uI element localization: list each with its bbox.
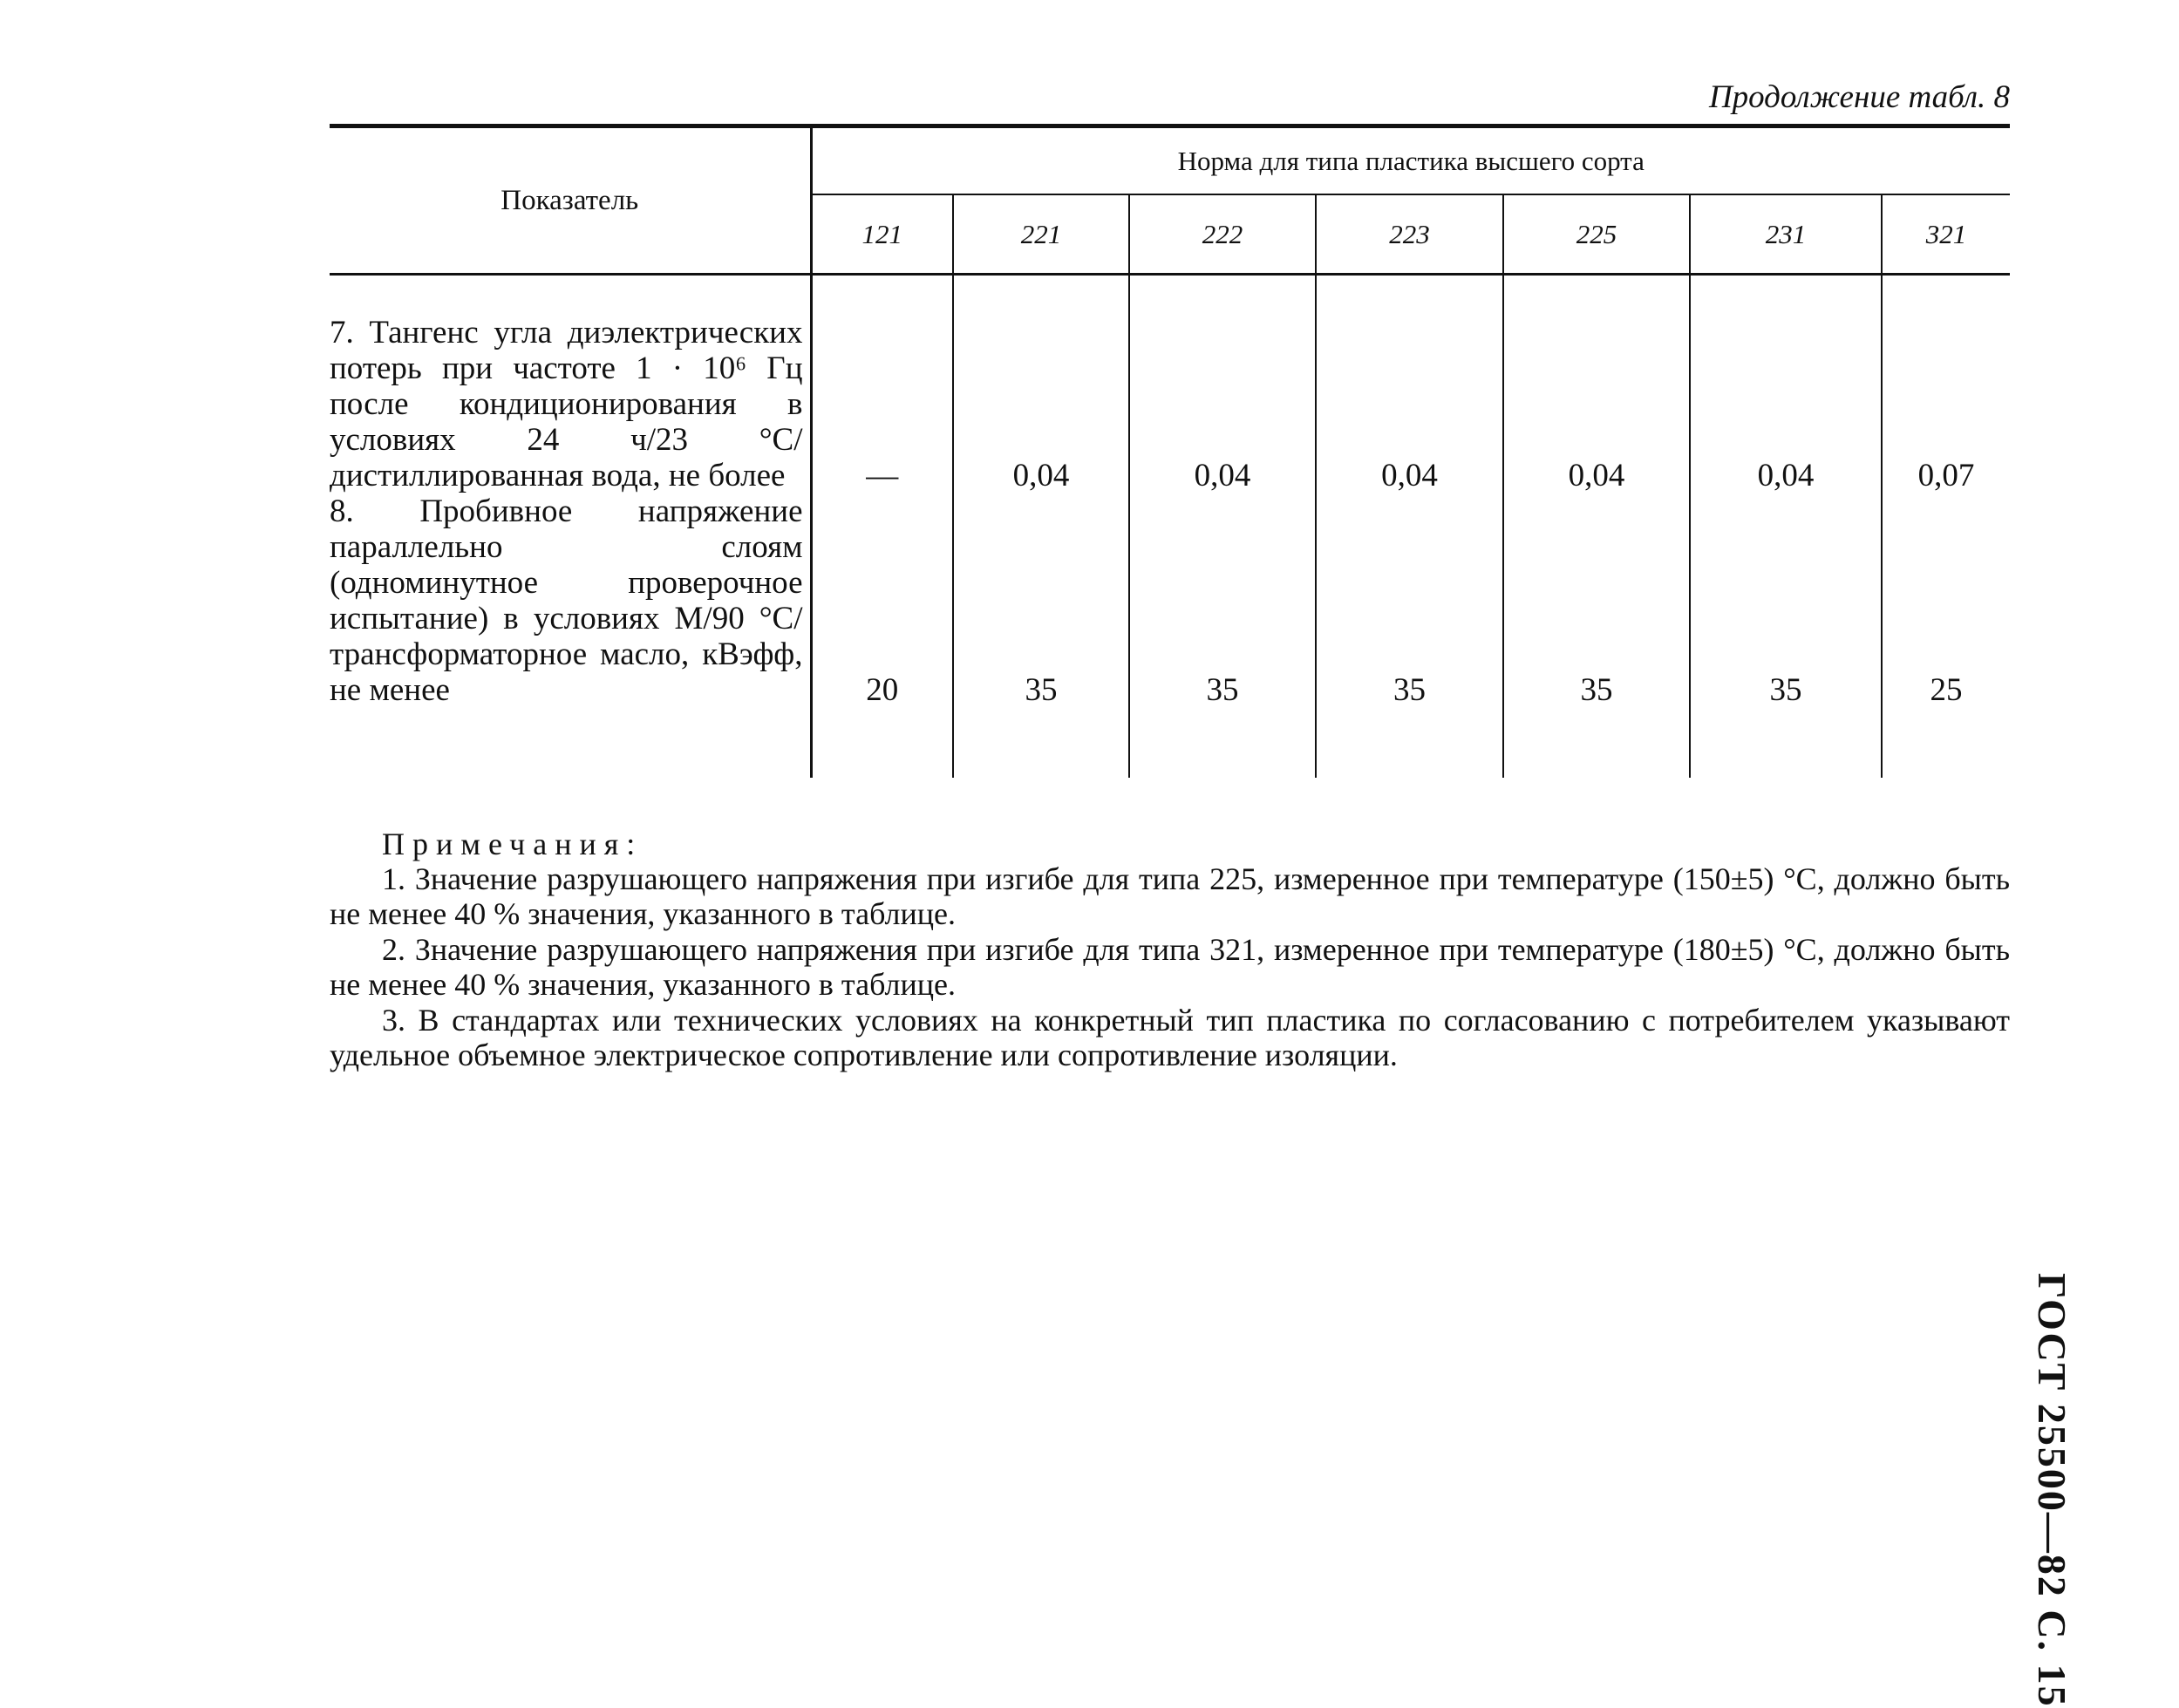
spacer-cell: [811, 708, 953, 778]
note-item-3: 3. В стандартах или технических условиях на конкретный тип пластика по согласованию с потребителем указывают удельное объемное электрическое сопротивление или сопротивление изоляции.: [330, 1003, 2010, 1072]
row-label-8: 8. Пробивное напряжение параллельно слоям (одноминутное проверочное испытание) в условиях М/90 °С/трансформаторное масло, кВэфф, не менее: [330, 493, 811, 708]
type-header-321: 321: [1882, 194, 2010, 274]
row7-value-222: 0,04: [1129, 275, 1316, 494]
type-header-225: 225: [1503, 194, 1690, 274]
row8-value-221: 35: [953, 493, 1129, 708]
type-header-221: 221: [953, 194, 1129, 274]
notes-heading: Примечания:: [382, 827, 643, 861]
note-item-2: 2. Значение разрушающего напряжения при изгибе для типа 321, измеренное при температуре (180±5) °С, должно быть не менее 40 % значения, указанного в таблице.: [330, 932, 2010, 1002]
notes-section: [330, 827, 2010, 1072]
spacer-cell: [1503, 708, 1690, 778]
row8-value-222: 35: [1129, 493, 1316, 708]
type-header-231: 231: [1690, 194, 1882, 274]
param-column-header: Показатель: [330, 126, 811, 275]
row8-value-231: 35: [1690, 493, 1882, 708]
table-row-spacer: [330, 708, 2010, 778]
row8-value-321: 25: [1930, 672, 1963, 708]
spacer-cell: [953, 708, 1129, 778]
row8-value-223: 35: [1316, 493, 1503, 708]
row7-value-225: 0,04: [1503, 275, 1690, 494]
spacer-cell: [1316, 708, 1503, 778]
norms-table: [330, 124, 2010, 778]
table-row: [330, 493, 2010, 708]
type-header-121: 121: [811, 194, 953, 274]
row-label-7: 7. Тангенс угла диэлектрических потерь при частоте 1 · 10⁶ Гц после кондиционирования в условиях 24 ч/23 °С/дистиллированная вода, не более: [330, 275, 811, 494]
type-header-222: 222: [1129, 194, 1316, 274]
norm-group-header: Норма для типа пластика высшего сорта: [811, 126, 2010, 195]
table-header-row-group: [330, 126, 2010, 195]
standard-page-label: ГОСТ 25500—82 С. 15: [2030, 1273, 2074, 1708]
spacer-cell: [1690, 708, 1882, 778]
row7-value-231: 0,04: [1690, 275, 1882, 494]
table-continuation-caption: Продолжение табл. 8: [1708, 79, 2010, 115]
spacer-cell: [1129, 708, 1316, 778]
note-item-1: 1. Значение разрушающего напряжения при изгибе для типа 225, измеренное при температуре (150±5) °С, должно быть не менее 40 % значения, указанного в таблице.: [330, 861, 2010, 931]
row7-value-121: —: [811, 275, 953, 494]
spacer-cell: [1882, 708, 2010, 778]
row8-value-121: 20: [811, 493, 953, 708]
row8-value-225: 35: [1503, 493, 1690, 708]
table-row: [330, 275, 2010, 494]
norms-table-container: [330, 124, 2010, 769]
spacer-cell: [330, 708, 811, 778]
row7-value-221: 0,04: [953, 275, 1129, 494]
row7-value-223: 0,04: [1316, 275, 1503, 494]
type-header-223: 223: [1316, 194, 1503, 274]
row7-value-321: 0,07: [1917, 458, 1975, 493]
